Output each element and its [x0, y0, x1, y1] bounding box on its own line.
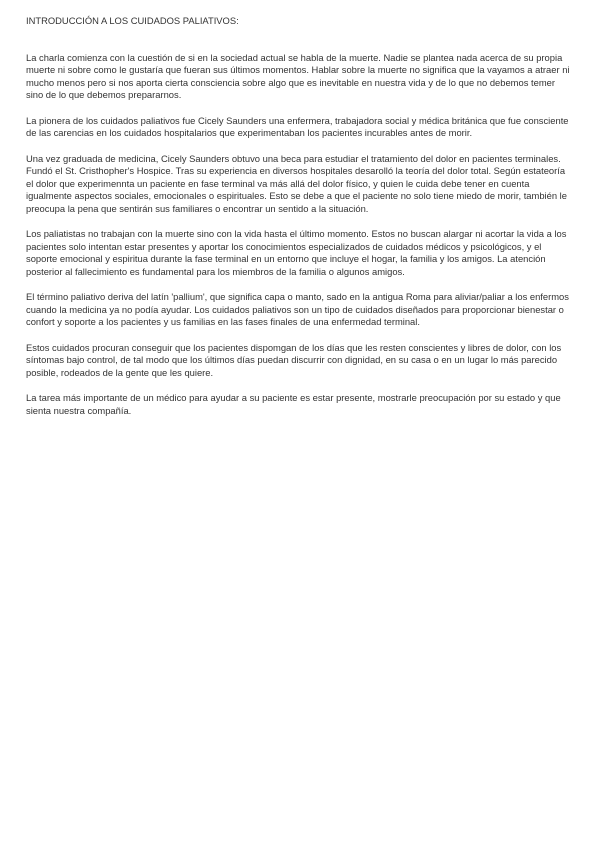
paragraph-cicely-saunders-pioneer: La pionera de los cuidados paliativos fue Cicely Saunders una enfermera, trabajadora social y médica británica que fue consciente de las carencias en los cuidados hospitalarios que experimentaban los pacientes incurables antes de morir.: [26, 114, 569, 138]
document-body: [26, 15, 574, 430]
paragraph-doctor-task: La tarea más importante de un médico para ayudar a su paciente es estar presente, mostrarle preocupación por su estado y que sienta nuestra compañía.: [26, 392, 561, 416]
paragraph-palliative-role: Los paliatistas no trabajan con la muerte sino con la vida hasta el último momento. Estos no buscan alargar ni acortar la vida a los pacientes solo intentan estar presentes y aportar los conocimientos especializados de cuidados médicos y psicológicos, y el soporte emocional y espiritua durante la fase terminal en un entorno que incluye el hogar, la familia y los amigos. La atención posterior al fallecimiento es fundamental para los miembros de la familia o algunos amigos.: [26, 228, 567, 277]
paragraph-term-origin: El término paliativo deriva del latín 'pallium', que significa capa o manto, sado en la antigua Roma para aliviar/paliar a los enfermos cuando la medicina ya no podía ayudar. Los cuidados paliativos son un tipo de cuidados diseñados para proporcionar bienestar o confort y soporte a los pacientes y us familias en las fases finales de una enfermedad terminal.: [26, 291, 569, 327]
paragraph-care-goals: Estos cuidados procuran conseguir que los pacientes dispomgan de los días que les resten conscientes y libres de dolor, con los síntomas bajo control, de tal modo que los últimos días puedan discurrir con dignidad, en su casa o en un lugar lo más parecido posible, rodeados de la gente que les quiere.: [26, 341, 562, 378]
document-title: INTRODUCCIÓN A LOS CUIDADOS PALIATIVOS:: [26, 15, 239, 26]
paragraph-total-pain-theory: Una vez graduada de medicina, Cicely Saunders obtuvo una beca para estudiar el tratamiento del dolor en pacientes terminales. Fundó el St. Cristhopher's Hospice. Tras su experiencia en diversos hospitales desarolló la teoría del dolor total. Según estateoría el dolor que experimennta un paciente en fase terminal va más allá del dolor físico, y quien le cuida debe tener en cuenta igualmente aspectos sociales, emocionales o espirituales. Esto se debe a que el paciente no solo tiene miedo de morir, también le preocupa la pena que sentirán sus familiares o encontrar un sentido a la situación.: [26, 152, 567, 214]
paragraph-death-conversation: La charla comienza con la cuestión de si en la sociedad actual se habla de la muerte. Nadie se plantea nada acerca de su propia muerte ni sobre como le gustaría que fueran sus últimos momentos. Hablar sobre la muerte no significa que la vayamos a atraer ni mucho menos pero si nos aporta cierta consciencia sobre algo que es inevitable en nuestra vida y de lo que no debemos temer sino de lo que debemos prepararnos.: [26, 51, 570, 100]
